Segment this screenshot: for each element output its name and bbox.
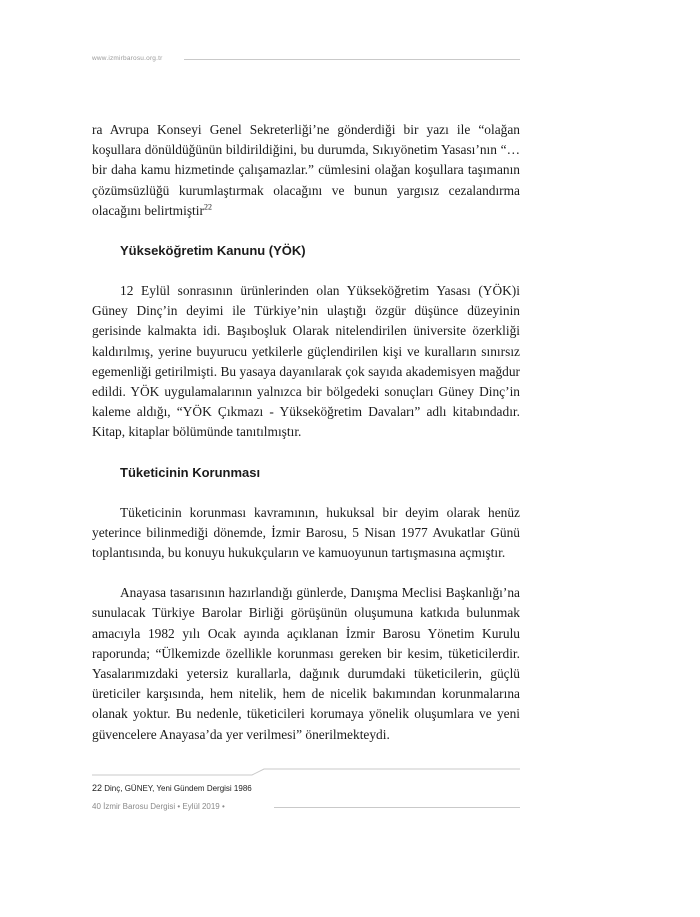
paragraph-3: Tüketicinin korunması kavramının, hukuksal bir deyim olarak henüz yeterince bilinmediği dönemde, İzmir Barosu, 5 Nisan 1977 Avukatlar Günü toplantısında, bu konuyu hukukçuların ve kamuoyunun tartışmasına açmıştır. <box>92 504 520 561</box>
footnote-text: Dinç, GÜNEY, Yeni Gündem Dergisi 1986 <box>102 784 252 793</box>
heading-tuketici: Tüketicinin Korunması <box>120 464 261 480</box>
footnote-divider <box>92 764 520 776</box>
paragraph-4: Anayasa tasarısının hazırlandığı günlerde, Danışma Meclisi Başkanlığı’na sunulacak Türkiye Barolar Birliği görüşünün oluşumuna katkıda bulunmak amacıyla 1982 yılı Ocak ayında açıklanan İzmir Barosu Yönetim Kurulu raporunda; “Ülkemizde özellikle korunması gereken bir kesim, tüketicilerdir. Yasalarımızdaki yetersiz kurallarla, dağınık durumdaki tüketicilerin, güçlü üreticiler karşısında, hem nitelik, hem de nicelik bakımından korunmalarına olanak yoktur. Bu nedenle, tüketicileri korumaya yönelik oluşumlara ve yeni güvencelere Anayasa’da yer verilmesi” önerilmekteydi. <box>92 585 520 742</box>
page-header <box>92 54 520 66</box>
footnote-ref-22[interactable]: 22 <box>203 202 212 212</box>
paragraph-1-text: ra Avrupa Konseyi Genel Sekreterliği’ne gönderdiği bir yazı ile “olağan koşullara dönüldüğünün bildirildiğini, bu durumda, Sıkıyönetim Yasası’nın “…bir daha kamu hizmetinde çalışamazlar.” cümlesini olağan koşullara taşımanın çözümsüzlüğü kurumlaştırmak olacağını ve bunun yargısız cezalandırma olacağını belirtmiştir <box>92 122 520 218</box>
paragraph-1 <box>92 120 520 221</box>
footer-rule <box>274 807 520 808</box>
footnote-22 <box>92 782 520 795</box>
spacer <box>92 221 520 241</box>
footnote-number: 22 <box>92 783 103 793</box>
header-rule <box>184 59 520 60</box>
page-footer <box>92 802 520 814</box>
spacer <box>92 443 520 463</box>
spacer <box>92 563 520 583</box>
heading-yok: Yükseköğretim Kanunu (YÖK) <box>120 243 306 259</box>
spacer <box>92 483 520 503</box>
header-url[interactable]: www.izmirbarosu.org.tr <box>92 55 163 62</box>
spacer <box>92 261 520 281</box>
footnote-area <box>92 764 520 795</box>
footer-text: 40 İzmir Barosu Dergisi • Eylül 2019 • <box>92 802 225 811</box>
paragraph-2: 12 Eylül sonrasının ürünlerinden olan Yükseköğretim Yasası (YÖK)i Güney Dinç’in deyimi ile Türkiye’nin ulaştığı özgür düşünce düzeyinin gerisinde kalmakta idi. Başıboşluk Olarak nitelendirilen üniversite özerkliği kaldırılmış, yerine buyurucu yetkilerle güçlendirilen kişi ve kuralların sınırsız egemenliği getirilmişti. Bu yasaya dayanılarak çok sayıda akademisyen mağdur edildi. YÖK uygulamalarının yalnızca bir bölgedeki sonuçları Güney Dinç’in kaleme aldığı, “YÖK Çıkmazı - Yükseköğretim Davaları” adlı kitabındadır. Kitap, kitaplar bölümünde tanıtılmıştır. <box>92 283 520 440</box>
body-text <box>92 120 520 745</box>
